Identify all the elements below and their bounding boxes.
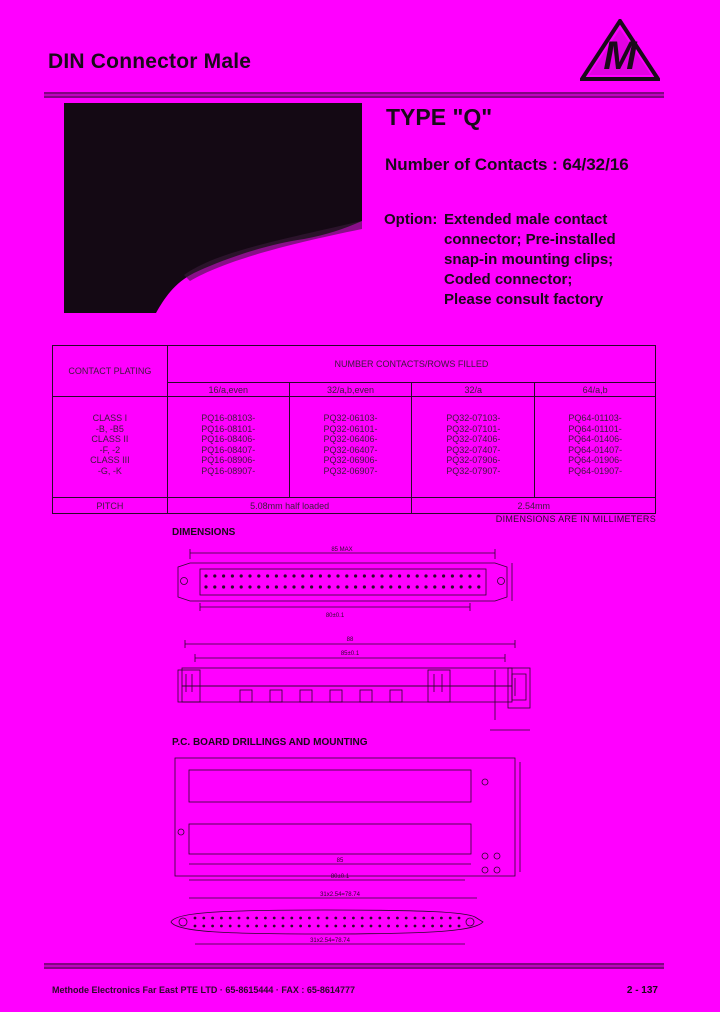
- class-label: CLASS II: [91, 434, 129, 445]
- class-label: -F, -2: [99, 444, 121, 455]
- pin-hole: [468, 585, 471, 588]
- class-label: CLASS I: [92, 413, 128, 423]
- pin-hole: [414, 917, 417, 920]
- pin-hole: [396, 925, 399, 928]
- part-number: PQ32-06406-: [323, 434, 378, 445]
- pin-hole: [248, 574, 251, 577]
- pin-hole: [398, 585, 401, 588]
- pin-hole: [416, 585, 419, 588]
- pin-hole: [248, 585, 251, 588]
- dim-inner: 85±0.1: [340, 651, 360, 657]
- logo-letter: M: [603, 34, 637, 78]
- pin-hole: [440, 917, 443, 920]
- type-title: TYPE "Q": [386, 104, 493, 130]
- pin-hole: [255, 925, 258, 928]
- column-header: 32/a: [412, 383, 535, 397]
- part-number: PQ16-08407-: [201, 444, 256, 455]
- pin-hole: [229, 925, 232, 928]
- pin-hole: [389, 574, 392, 577]
- part-number: PQ32-06907-: [323, 465, 378, 476]
- pin-hole: [354, 574, 357, 577]
- pin-hole: [264, 917, 267, 920]
- pin-hole: [238, 925, 241, 928]
- front-view-drawing: [170, 545, 520, 625]
- pin-hole: [275, 574, 278, 577]
- pin-hole: [424, 585, 427, 588]
- pin-hole: [238, 917, 241, 920]
- pin-hole: [292, 585, 295, 588]
- pin-hole: [326, 925, 329, 928]
- pin-hole: [319, 585, 322, 588]
- dim-pitch: 80±0.1: [325, 613, 345, 619]
- part-number: PQ32-07406-: [446, 434, 501, 445]
- pin-hole: [194, 917, 197, 920]
- pin-hole: [334, 925, 337, 928]
- part-cell: [167, 397, 289, 498]
- pin-hole: [202, 925, 205, 928]
- part-number: PQ16-08406-: [201, 434, 256, 445]
- pin-hole: [273, 925, 276, 928]
- pin-hole: [431, 917, 434, 920]
- pin-hole: [389, 585, 392, 588]
- methode-logo: [580, 19, 660, 81]
- pin-hole: [246, 925, 249, 928]
- option-label: Option:: [384, 211, 438, 228]
- dim-overall: 85 MAX: [331, 547, 353, 553]
- number-contacts-header: NUMBER CONTACTS/ROWS FILLED: [167, 346, 655, 383]
- part-number: PQ32-07101-: [446, 423, 501, 434]
- part-number: PQ64-01907-: [568, 465, 623, 476]
- pin-hole: [220, 917, 223, 920]
- pin-hole: [433, 574, 436, 577]
- pin-hole: [363, 574, 366, 577]
- part-number-table: [52, 345, 656, 514]
- pcb-heading: P.C. BOARD DRILLINGS AND MOUNTING: [172, 737, 368, 748]
- pin-hole: [449, 917, 452, 920]
- pin-hole: [308, 925, 311, 928]
- pin-hole: [220, 925, 223, 928]
- pin-hole: [422, 925, 425, 928]
- page-title: DIN Connector Male: [48, 50, 252, 73]
- dim-pitch: 80±0.1: [330, 874, 350, 880]
- footer-rule: [44, 962, 664, 970]
- pin-hole: [414, 925, 417, 928]
- pin-hole: [246, 917, 249, 920]
- class-label: -B, -B5: [95, 423, 124, 434]
- part-number: PQ64-01101-: [568, 423, 622, 434]
- pin-hole: [442, 585, 445, 588]
- pin-hole: [213, 574, 216, 577]
- pin-hole: [354, 585, 357, 588]
- pin-hole: [266, 574, 269, 577]
- part-cell: [535, 397, 656, 498]
- pin-hole: [424, 574, 427, 577]
- pin-hole: [266, 585, 269, 588]
- pin-hole: [328, 574, 331, 577]
- pin-hole: [458, 925, 461, 928]
- pin-hole: [257, 574, 260, 577]
- dim-overall: 88: [346, 637, 354, 643]
- class-label: CLASS III: [90, 455, 130, 466]
- pin-hole: [282, 925, 285, 928]
- pin-hole: [264, 925, 267, 928]
- part-number: PQ16-08906-: [201, 455, 256, 466]
- pitch-half-loaded: 5.08mm half loaded: [167, 498, 412, 514]
- pin-hole: [370, 925, 373, 928]
- part-number: PQ32-06906-: [323, 455, 378, 466]
- footer-company: Methode Electronics Far East PTE LTD · 65-8615444 · FAX : 65-8614777: [52, 985, 355, 995]
- pitch-full: 2.54mm: [412, 498, 656, 514]
- dimensions-note: DIMENSIONS ARE IN MILLIMETERS: [495, 514, 656, 524]
- pin-hole: [416, 574, 419, 577]
- pin-hole: [326, 917, 329, 920]
- pin-hole: [460, 574, 463, 577]
- pin-hole: [301, 585, 304, 588]
- pitch-label: PITCH: [53, 498, 168, 514]
- pin-hole: [477, 574, 480, 577]
- pin-hole: [299, 925, 302, 928]
- pin-hole: [284, 585, 287, 588]
- pin-hole: [352, 917, 355, 920]
- pin-hole: [477, 585, 480, 588]
- pin-hole: [301, 574, 304, 577]
- pin-hole: [345, 574, 348, 577]
- dimensions-heading: DIMENSIONS: [172, 527, 236, 538]
- header-rule: [44, 91, 664, 99]
- pin-hole: [345, 585, 348, 588]
- pin-hole: [317, 925, 320, 928]
- option-line: Coded connector;: [444, 271, 573, 288]
- pin-hole: [310, 574, 313, 577]
- pin-hole: [398, 574, 401, 577]
- option-line: Extended male contact: [444, 211, 608, 228]
- column-header: 64/a,b: [535, 383, 656, 397]
- pin-hole: [229, 917, 232, 920]
- part-number: PQ16-08907-: [201, 465, 256, 476]
- pin-hole: [202, 917, 205, 920]
- pin-hole: [387, 925, 390, 928]
- pin-hole: [240, 585, 243, 588]
- part-number: PQ32-06101-: [323, 423, 378, 434]
- pin-hole: [440, 925, 443, 928]
- pin-hole: [231, 574, 234, 577]
- pin-hole: [433, 585, 436, 588]
- pin-hole: [222, 585, 225, 588]
- part-number: PQ32-07906-: [446, 455, 501, 466]
- pin-hole: [328, 585, 331, 588]
- pin-hole: [407, 585, 410, 588]
- pin-hole: [431, 925, 434, 928]
- pin-hole: [361, 917, 364, 920]
- dim-rows-bottom: 31x2.54=78.74: [310, 938, 350, 944]
- pin-hole: [370, 917, 373, 920]
- pin-hole: [290, 925, 293, 928]
- part-number: PQ64-01406-: [568, 434, 623, 445]
- pin-hole: [255, 917, 258, 920]
- part-number: PQ32-07407-: [446, 444, 501, 455]
- pin-hole: [380, 574, 383, 577]
- pin-hole: [194, 925, 197, 928]
- pin-hole: [422, 917, 425, 920]
- pin-hole: [451, 574, 454, 577]
- pin-hole: [372, 574, 375, 577]
- class-cell: [53, 397, 168, 498]
- pin-hole: [204, 585, 207, 588]
- pin-hole: [290, 917, 293, 920]
- part-number: PQ64-01906-: [568, 455, 623, 466]
- column-header: 32/a,b,even: [289, 383, 412, 397]
- pin-hole: [336, 574, 339, 577]
- part-cell: [289, 397, 412, 498]
- part-number: PQ32-07907-: [446, 465, 501, 476]
- pin-hole: [336, 585, 339, 588]
- pin-hole: [352, 925, 355, 928]
- pin-hole: [378, 925, 381, 928]
- pin-hole: [310, 585, 313, 588]
- pin-hole: [468, 574, 471, 577]
- pin-hole: [387, 917, 390, 920]
- pin-hole: [460, 585, 463, 588]
- pin-hole: [442, 574, 445, 577]
- part-number: PQ64-01103-: [568, 413, 622, 423]
- pin-hole: [317, 917, 320, 920]
- pin-hole: [282, 917, 285, 920]
- option-line: Please consult factory: [444, 291, 604, 308]
- option-line: connector; Pre-installed: [444, 231, 616, 248]
- contacts-line: Number of Contacts : 64/32/16: [385, 155, 629, 174]
- class-label: -G, -K: [97, 465, 122, 476]
- part-number: PQ16-08103-: [201, 413, 256, 423]
- pin-hole: [213, 585, 216, 588]
- pin-hole: [292, 574, 295, 577]
- side-view-drawing: [170, 630, 540, 735]
- pin-hole: [204, 574, 207, 577]
- pin-hole: [380, 585, 383, 588]
- pin-hole: [458, 917, 461, 920]
- contact-plating-header: CONTACT PLATING: [53, 346, 168, 397]
- pin-hole: [343, 925, 346, 928]
- pin-hole: [405, 917, 408, 920]
- pin-hole: [372, 585, 375, 588]
- pin-hole: [334, 917, 337, 920]
- part-number: PQ64-01407-: [568, 444, 623, 455]
- option-line: snap-in mounting clips;: [444, 251, 614, 268]
- part-cell: [412, 397, 535, 498]
- connector-photo: [64, 103, 362, 313]
- pin-hole: [222, 574, 225, 577]
- pin-hole: [378, 917, 381, 920]
- pin-hole: [257, 585, 260, 588]
- dim-inner: 85: [336, 858, 344, 864]
- column-header: 16/a,even: [167, 383, 289, 397]
- part-number: PQ32-06103-: [323, 413, 378, 423]
- pcb-drawing: [165, 752, 545, 952]
- pin-hole: [273, 917, 276, 920]
- pin-hole: [240, 574, 243, 577]
- pin-hole: [275, 585, 278, 588]
- dim-rows: 31x2.54=78.74: [320, 892, 360, 898]
- pin-hole: [284, 574, 287, 577]
- pin-hole: [405, 925, 408, 928]
- pin-hole: [343, 917, 346, 920]
- pin-hole: [396, 917, 399, 920]
- part-number: PQ32-06407-: [323, 444, 378, 455]
- pin-hole: [449, 925, 452, 928]
- page-number: 2 - 137: [626, 985, 658, 996]
- part-number: PQ16-08101-: [201, 423, 256, 434]
- pin-hole: [361, 925, 364, 928]
- pin-hole: [299, 917, 302, 920]
- pin-hole: [211, 917, 214, 920]
- pin-hole: [363, 585, 366, 588]
- pin-hole: [231, 585, 234, 588]
- pin-hole: [308, 917, 311, 920]
- pin-hole: [211, 925, 214, 928]
- pin-hole: [407, 574, 410, 577]
- pin-hole: [451, 585, 454, 588]
- pin-hole: [319, 574, 322, 577]
- part-number: PQ32-07103-: [446, 413, 501, 423]
